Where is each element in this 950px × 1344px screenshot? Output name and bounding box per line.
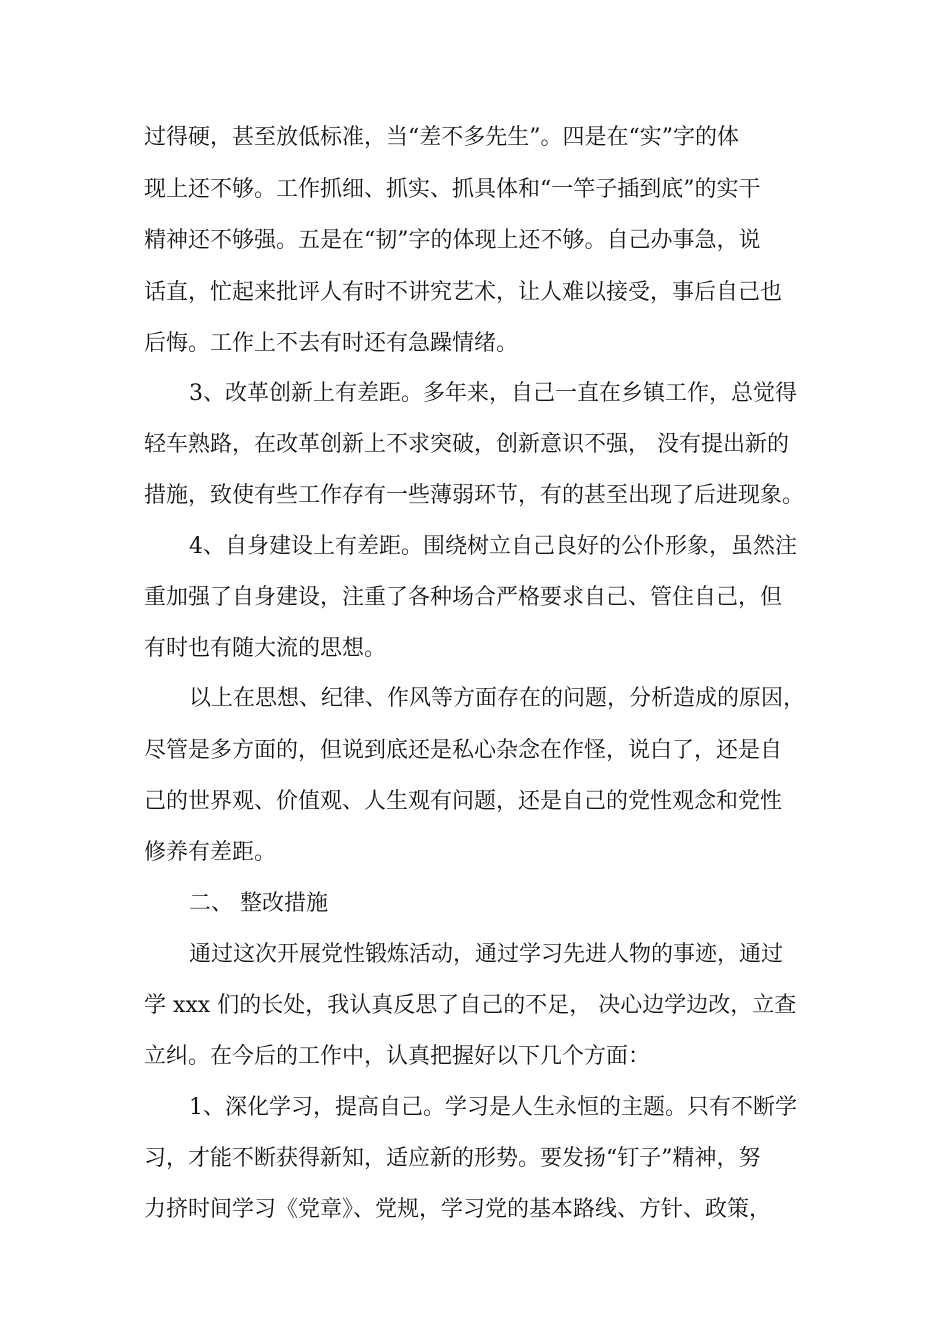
text-line: 现上还不够。工作抓细、抓实、抓具体和“一竿子插到底”的实干 — [144, 177, 761, 202]
text-line: 修养有差距。 — [144, 840, 277, 865]
text-line: 己的世界观、价值观、人生观有问题，还是自己的党性观念和党性 — [144, 789, 783, 814]
text-line: 措施，致使有些工作存有一些薄弱环节，有的甚至出现了后进现象。 — [144, 483, 805, 508]
text-line: 后悔。工作上不去有时还有急躁情绪。 — [144, 331, 519, 356]
text-line: 有时也有随大流的思想。 — [144, 636, 387, 661]
text-line: 4、自身建设上有差距。围绕树立自己良好的公仆形象，虽然注 — [189, 534, 797, 559]
text-line: 3、改革创新上有差距。多年来，自己一直在乡镇工作，总觉得 — [189, 381, 797, 406]
text-line: 尽管是多方面的，但说到底还是私心杂念在作怪，说白了，还是自 — [144, 738, 783, 763]
text-line: 习，才能不断获得新知，适应新的形势。要发扬“钉子”精神，努 — [144, 1146, 761, 1171]
text-line: 1、深化学习，提高自己。学习是人生永恒的主题。只有不断学 — [189, 1095, 797, 1120]
text-line: 立纠。在今后的工作中，认真把握好以下几个方面： — [144, 1044, 651, 1069]
text-line: 以上在思想、纪律、作风等方面存在的问题，分析造成的原因， — [189, 686, 806, 711]
text-line: 精神还不够强。五是在“韧”字的体现上还不够。自己办事急，说 — [144, 228, 761, 253]
text-line: 力挤时间学习《党章》、党规，学习党的基本路线、方针、政策， — [144, 1197, 772, 1222]
text-line: 学 xxx 们的长处，我认真反思了自己的不足， 决心边学边改，立查 — [144, 993, 797, 1018]
text-line: 话直，忙起来批评人有时不讲究艺术，让人难以接受，事后自己也 — [144, 280, 783, 305]
text-line: 过得硬，甚至放低标准，当“差不多先生”。四是在“实”字的体 — [144, 125, 739, 150]
section-heading: 二、 整改措施 — [189, 891, 328, 916]
text-line: 轻车熟路，在改革创新上不求突破，创新意识不强， 没有提出新的 — [144, 432, 789, 457]
text-line: 重加强了自身建设，注重了各种场合严格要求自己、管住自己，但 — [144, 585, 783, 610]
text-line: 通过这次开展党性锻炼活动，通过学习先进人物的事迹，通过 — [189, 942, 784, 967]
